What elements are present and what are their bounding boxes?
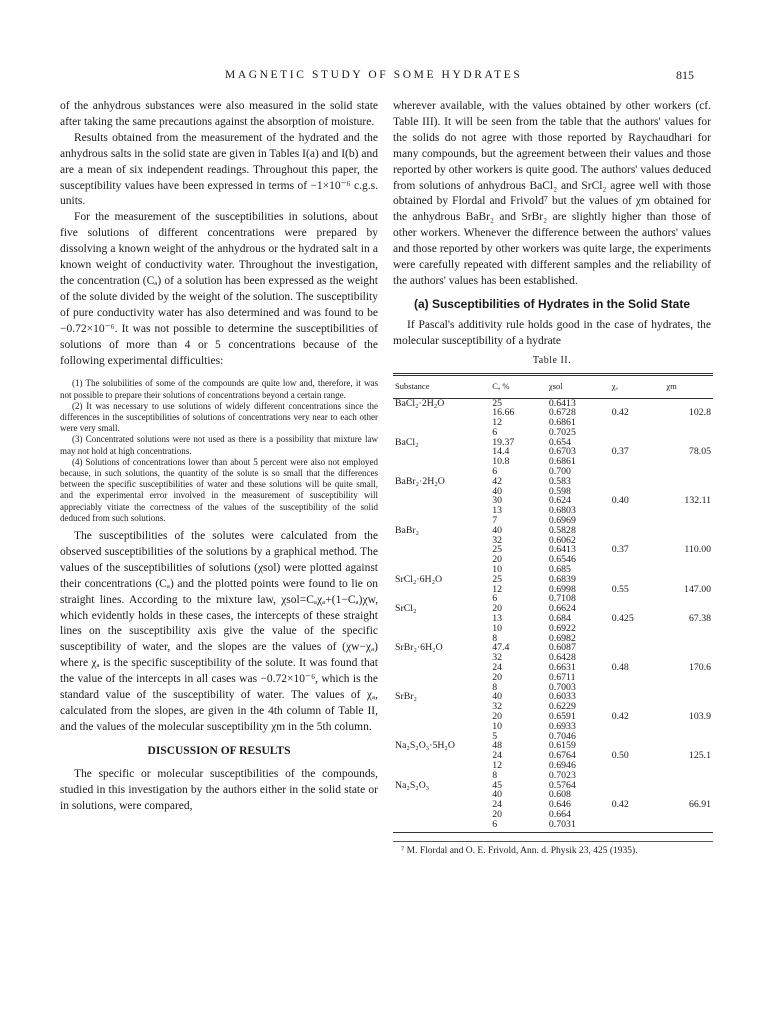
list-item: (3) Concentrated solutions were not used as there is a possibility that mixture law may not hold at high concentrations. — [60, 434, 378, 456]
chi-sol-cell: 0.684 — [548, 613, 571, 625]
chi-sol-cell: 0.5828 — [548, 524, 576, 536]
chi-sol-cell: 0.598 — [548, 485, 571, 497]
chi-sol-cell: 0.6033 — [548, 691, 576, 703]
chi-m-cell — [664, 761, 713, 771]
chi-a-cell — [610, 781, 665, 791]
concentration-cell: 13 — [492, 505, 502, 517]
chi-m-cell: 78.05 — [688, 446, 711, 458]
paragraph: of the anhydrous substances were also measured in the solid state after taking the same precautions against the absorption of moisture. — [60, 100, 378, 128]
substance-cell: SrBr₂·6H₂O — [395, 642, 443, 654]
substance-cell — [393, 790, 490, 800]
chi-sol-cell: 0.7108 — [548, 593, 576, 605]
chi-m-cell — [664, 565, 713, 575]
substance-cell — [393, 487, 490, 497]
concentration-cell: 40 — [492, 524, 502, 536]
substance-cell — [393, 761, 490, 771]
substance-cell — [393, 408, 490, 418]
chi-m-cell — [664, 820, 713, 832]
chi-a-cell: 0.37 — [611, 446, 629, 458]
footnote: ⁷ M. Flordal and O. E. Frivold, Ann. d. Physik 23, 425 (1935). — [401, 845, 638, 856]
substance-cell — [393, 820, 490, 832]
chi-a-cell — [610, 634, 665, 644]
substance-cell: BaCl₂ — [395, 436, 419, 448]
table-row — [393, 820, 713, 832]
chi-m-cell: 125.1 — [688, 750, 711, 762]
paragraph: wherever available, with the values obtained by other workers (cf. Table III). It will be seen from the table that the authors' values for the solids do not agree with those reported by Raychaudhari for many compounds, but the agreement between their values and those reported by other workers is quite good. The authors' values deduced from solutions of anhydrous BaCl₂ and SrCl₂ agree well with those obtained by Flordal and Frivold⁷ but the values of χm obtained for the anhydrous BaBr₂ and SrBr₂ are slightly higher than those of other workers. Whenever the difference between the authors' values and those reported by other workers was quite large, the experiments were carefully repeated with different samples and the reliability of the authors' values has been established. — [393, 100, 711, 287]
chi-m-cell: 67.38 — [688, 613, 711, 625]
substance-cell — [393, 585, 490, 595]
right-column — [393, 99, 711, 857]
chi-sol-cell: 0.583 — [548, 475, 571, 487]
chi-sol-cell: 0.6933 — [548, 720, 576, 732]
chi-m-cell — [664, 673, 713, 683]
concentration-cell: 25 — [492, 573, 502, 585]
concentration-cell: 20 — [492, 711, 502, 722]
concentration-cell: 10 — [492, 564, 502, 576]
concentration-cell: 12 — [492, 759, 502, 771]
chi-m-cell: 103.9 — [688, 711, 711, 722]
chi-m-cell — [664, 810, 713, 820]
list-item: (4) Solutions of concentrations lower than about 5 percent were also not employed because, in such solutions, the quantity of the solute is so small that the differences between the specific susceptibilities of water and these solutions will be quite small, and the experimental error involved in the measurement of susceptibility will appreciably vitiate the correctness of the values of the susceptibility of the solid deduced from such solutions. — [60, 456, 378, 523]
chi-sol-cell: 0.6703 — [548, 446, 576, 458]
concentration-cell: 47.4 — [492, 642, 510, 654]
substance-cell: BaBr₂·2H₂O — [395, 475, 445, 487]
chi-a-cell — [610, 643, 665, 653]
substance-cell: BaCl₂·2H₂O — [395, 397, 445, 409]
substance-cell: SrCl₂·6H₂O — [395, 573, 443, 585]
substance-cell — [393, 751, 490, 761]
chi-m-cell — [664, 594, 713, 604]
column-header: χm — [664, 374, 713, 398]
chi-a-cell — [610, 477, 665, 487]
list-item: (2) It was necessary to use solutions of widely different concentrations since the differences in the susceptibilities of solutions of concentrations very near to each other were very small. — [60, 400, 378, 434]
concentration-cell: 12 — [492, 583, 502, 595]
subsection-heading: (a) Susceptibilities of Hydrates in the Solid State — [413, 296, 691, 311]
substance-cell — [393, 810, 490, 820]
chi-sol-cell: 0.6229 — [548, 701, 576, 713]
concentration-cell: 10 — [492, 622, 502, 634]
chi-a-cell — [610, 683, 665, 693]
chi-a-cell — [610, 732, 665, 742]
concentration-cell: 5 — [492, 730, 498, 742]
concentration-cell: 30 — [492, 495, 502, 507]
chi-a-cell — [610, 526, 665, 536]
concentration-cell: 20 — [492, 554, 502, 566]
chi-sol-cell: 0.7023 — [548, 769, 576, 781]
chi-sol-cell: 0.6998 — [548, 583, 576, 595]
left-column — [60, 99, 378, 814]
chi-a-cell — [610, 516, 665, 526]
chi-a-cell — [610, 761, 665, 771]
chi-sol-cell: 0.6969 — [548, 515, 576, 527]
chi-m-cell — [664, 634, 713, 644]
chi-a-cell: 0.42 — [611, 711, 629, 722]
chi-sol-cell: 0.6413 — [548, 397, 576, 409]
substance-cell — [393, 624, 490, 634]
substance-cell — [393, 496, 490, 506]
chi-a-cell — [610, 692, 665, 702]
concentration-cell: 24 — [492, 662, 502, 674]
chi-sol-cell: 0.685 — [548, 564, 571, 576]
substance-cell — [393, 418, 490, 428]
chi-m-cell — [664, 506, 713, 516]
section-heading: DISCUSSION OF RESULTS — [147, 744, 291, 757]
chi-sol-cell: 0.6546 — [548, 554, 576, 566]
chi-sol-cell: 0.6087 — [548, 642, 576, 654]
concentration-cell: 40 — [492, 691, 502, 703]
chi-sol-cell: 0.6428 — [548, 652, 576, 664]
chi-m-cell: 66.91 — [688, 799, 711, 811]
chi-m-cell — [664, 643, 713, 653]
substance-cell — [393, 536, 490, 546]
concentration-cell: 6 — [490, 820, 547, 832]
chi-m-cell — [664, 732, 713, 742]
column-header: χₐ — [610, 374, 665, 398]
concentration-cell: 8 — [492, 769, 498, 781]
concentration-cell: 12 — [492, 417, 502, 429]
difficulties-list — [60, 378, 378, 524]
chi-m-cell — [664, 692, 713, 702]
footnote-rule — [393, 841, 713, 842]
chi-a-cell — [610, 820, 665, 832]
chi-m-cell — [664, 555, 713, 565]
concentration-cell: 10 — [492, 720, 502, 732]
substance-cell: Na₂S₂O₃ — [395, 779, 430, 791]
substance-cell: SrBr₂ — [395, 691, 417, 703]
concentration-cell: 20 — [492, 671, 502, 683]
chi-sol-cell: 0.608 — [548, 789, 571, 801]
substance-cell — [393, 457, 490, 467]
concentration-cell: 24 — [492, 799, 502, 811]
chi-sol-cell: 0.6631 — [548, 662, 576, 674]
chi-sol-cell: 0.664 — [548, 808, 571, 820]
page-number: 815 — [676, 68, 694, 82]
concentration-cell: 6 — [492, 426, 498, 438]
chi-a-cell: 0.42 — [611, 799, 629, 811]
substance-cell — [393, 722, 490, 732]
substance-cell — [393, 663, 490, 673]
concentration-cell: 45 — [492, 779, 502, 791]
concentration-cell: 40 — [492, 789, 502, 801]
paragraph: Results obtained from the measurement of the hydrated and the anhydrous salts in the solid state are given in Tables I(a) and I(b) and are a mean of six independent readings. Throughout this paper, the susceptibility values have been expressed in terms of −1×10⁻⁶ c.g.s. units. — [60, 131, 378, 208]
chi-a-cell: 0.55 — [611, 583, 629, 595]
concentration-cell: 32 — [492, 701, 502, 713]
chi-sol-cell: 0.6946 — [548, 759, 576, 771]
chi-a-cell: 0.40 — [611, 495, 629, 507]
list-item: (1) The solubilities of some of the compounds are quite low and, therefore, it was not possible to prepare their solutions of concentrations beyond a certain range. — [60, 378, 378, 400]
chi-m-cell — [664, 771, 713, 781]
chi-m-cell — [664, 781, 713, 791]
chi-a-cell — [610, 418, 665, 428]
chi-sol-cell: 0.6922 — [548, 622, 576, 634]
chi-sol-cell: 0.7046 — [548, 730, 576, 742]
paragraph: The susceptibilities of the solutes were calculated from the observed susceptibilities of the solutions by a graphical method. The values of the susceptibilities of solutions (χsol) were plotted against their concentrations (Cₐ) and the plotted points were found to lie on straight lines. According to the mixture law, χsol=Cₐχₐ+(1−Cₐ)χw, which evidently holds in these cases, the intercepts of these straight lines on the susceptibility axis give the value of the specific susceptibility of water, and the slopes are the values of (χw−χₐ) where χₐ is the specific susceptibility of the solute. It was found that the value of the intercepts in all cases was −0.72×10⁻⁶, which is the standard value of the susceptibility of water. The values of χₐ, calculated from the slopes, are given in the 4th column of Table II, and the values of the molecular susceptibility χm in the 5th column. — [60, 530, 378, 733]
chi-sol-cell: 0.624 — [548, 495, 571, 507]
paragraph: For the measurement of the susceptibilities in solutions, about five solutions of different concentrations were prepared by dissolving a known weight of the anhydrous or the hydrated salt in a known weight of conductivity water. Throughout the investigation, the concentration (Cₐ) of a solution has been expressed as the weight of the solute divided by the weight of the solution. The susceptibility of pure conductivity water has also determined and was found to be −0.72×10⁻⁶. It was not possible to determine the susceptibilities of solutions of more than 4 or 5 concentrations because of the following experimental difficulties: — [60, 211, 378, 367]
chi-m-cell — [664, 516, 713, 526]
chi-a-cell — [610, 771, 665, 781]
concentration-cell: 8 — [492, 681, 498, 693]
chi-a-cell — [610, 673, 665, 683]
concentration-cell: 40 — [492, 485, 502, 497]
chi-sol-cell: 0.6624 — [548, 603, 576, 615]
chi-m-cell — [664, 467, 713, 477]
chi-sol-cell: 0.654 — [548, 436, 571, 448]
substance-cell — [393, 506, 490, 516]
chi-m-cell — [664, 624, 713, 634]
chi-a-cell — [610, 457, 665, 467]
concentration-cell: 48 — [492, 740, 502, 752]
concentration-cell: 20 — [492, 603, 502, 615]
chi-sol-cell: 0.6413 — [548, 544, 576, 556]
concentration-cell: 25 — [492, 397, 502, 409]
substance-cell — [393, 800, 490, 810]
concentration-cell: 8 — [492, 632, 498, 644]
chi-a-cell — [610, 467, 665, 477]
chi-sol-cell: 0.700 — [548, 466, 571, 478]
substance-cell — [393, 555, 490, 565]
substance-cell — [393, 545, 490, 555]
chi-sol-cell: 0.6062 — [548, 534, 576, 546]
chi-sol-cell: 0.6839 — [548, 573, 576, 585]
chi-a-cell — [610, 810, 665, 820]
chi-sol-cell: 0.6728 — [548, 407, 576, 419]
chi-sol-cell: 0.6982 — [548, 632, 576, 644]
running-title: MAGNETIC STUDY OF SOME HYDRATES — [225, 69, 523, 81]
substance-cell: Na₂S₂O₃·5H₂O — [395, 740, 455, 752]
column-header: Substance — [393, 374, 490, 398]
substance-cell — [393, 673, 490, 683]
substance-cell — [393, 702, 490, 712]
chi-a-cell: 0.48 — [611, 662, 629, 674]
chi-a-cell: 0.42 — [611, 407, 629, 419]
concentration-cell: 14.4 — [492, 446, 510, 458]
concentration-cell: 6 — [492, 466, 498, 478]
chi-sol-cell: 0.7003 — [548, 681, 576, 693]
chi-a-cell — [610, 722, 665, 732]
table-body — [393, 398, 713, 832]
chi-m-cell — [664, 526, 713, 536]
chi-m-cell — [664, 428, 713, 438]
concentration-cell: 42 — [492, 475, 502, 487]
concentration-cell: 6 — [492, 593, 498, 605]
substance-cell — [393, 447, 490, 457]
chi-m-cell: 170.6 — [688, 662, 711, 674]
chi-a-cell: 0.37 — [611, 544, 629, 556]
chi-sol-cell: 0.5764 — [548, 779, 576, 791]
concentration-cell: 7 — [492, 515, 498, 527]
paragraph: The specific or molecular susceptibilities of the compounds, studied in this investigation by the authors either in the solid state or in solutions, were compared, — [60, 767, 378, 812]
paragraph: If Pascal's additivity rule holds good in the case of hydrates, the molecular susceptibility of a hydrate — [393, 318, 711, 347]
chi-m-cell: 147.00 — [684, 583, 711, 595]
chi-sol-cell: 0.7025 — [548, 426, 576, 438]
chi-sol-cell: 0.6711 — [548, 671, 576, 683]
chi-a-cell — [610, 594, 665, 604]
chi-m-cell: 132.11 — [684, 495, 711, 507]
chi-m-cell — [664, 457, 713, 467]
chi-a-cell: 0.50 — [611, 750, 629, 762]
concentration-cell: 20 — [492, 808, 502, 820]
table-caption: Table II. — [532, 354, 572, 366]
concentration-cell: 16.66 — [492, 407, 515, 419]
chi-a-cell — [610, 565, 665, 575]
substance-cell — [393, 653, 490, 663]
substance-cell — [393, 712, 490, 722]
chi-m-cell — [664, 477, 713, 487]
column-header: χsol — [547, 374, 610, 398]
chi-a-cell — [610, 506, 665, 516]
concentration-cell: 25 — [492, 544, 502, 556]
column-header: Cₐ % — [490, 374, 547, 398]
chi-sol-cell: 0.6861 — [548, 417, 576, 429]
chi-sol-cell: 0.6159 — [548, 740, 576, 752]
chi-a-cell — [610, 555, 665, 565]
concentration-cell: 32 — [492, 652, 502, 664]
chi-m-cell — [664, 722, 713, 732]
chi-sol-cell: 0.6591 — [548, 711, 576, 722]
chi-m-cell: 110.00 — [684, 544, 711, 556]
chi-a-cell — [610, 428, 665, 438]
chi-a-cell: 0.425 — [611, 613, 634, 625]
substance-cell — [393, 614, 490, 624]
substance-cell: SrCl₂ — [395, 603, 417, 615]
substance-cell: BaBr₂ — [395, 524, 420, 536]
susceptibility-table — [393, 373, 713, 833]
chi-m-cell — [664, 418, 713, 428]
chi-a-cell — [610, 624, 665, 634]
chi-sol-cell: 0.7031 — [547, 820, 610, 832]
chi-m-cell: 102.8 — [688, 407, 711, 419]
chi-sol-cell: 0.6803 — [548, 505, 576, 517]
chi-sol-cell: 0.6861 — [548, 456, 576, 468]
chi-sol-cell: 0.646 — [548, 799, 571, 811]
concentration-cell: 13 — [492, 613, 502, 625]
concentration-cell: 32 — [492, 534, 502, 546]
concentration-cell: 19.37 — [492, 436, 515, 448]
concentration-cell: 24 — [492, 750, 502, 762]
concentration-cell: 10.8 — [492, 456, 510, 468]
chi-m-cell — [664, 683, 713, 693]
chi-sol-cell: 0.6764 — [548, 750, 576, 762]
